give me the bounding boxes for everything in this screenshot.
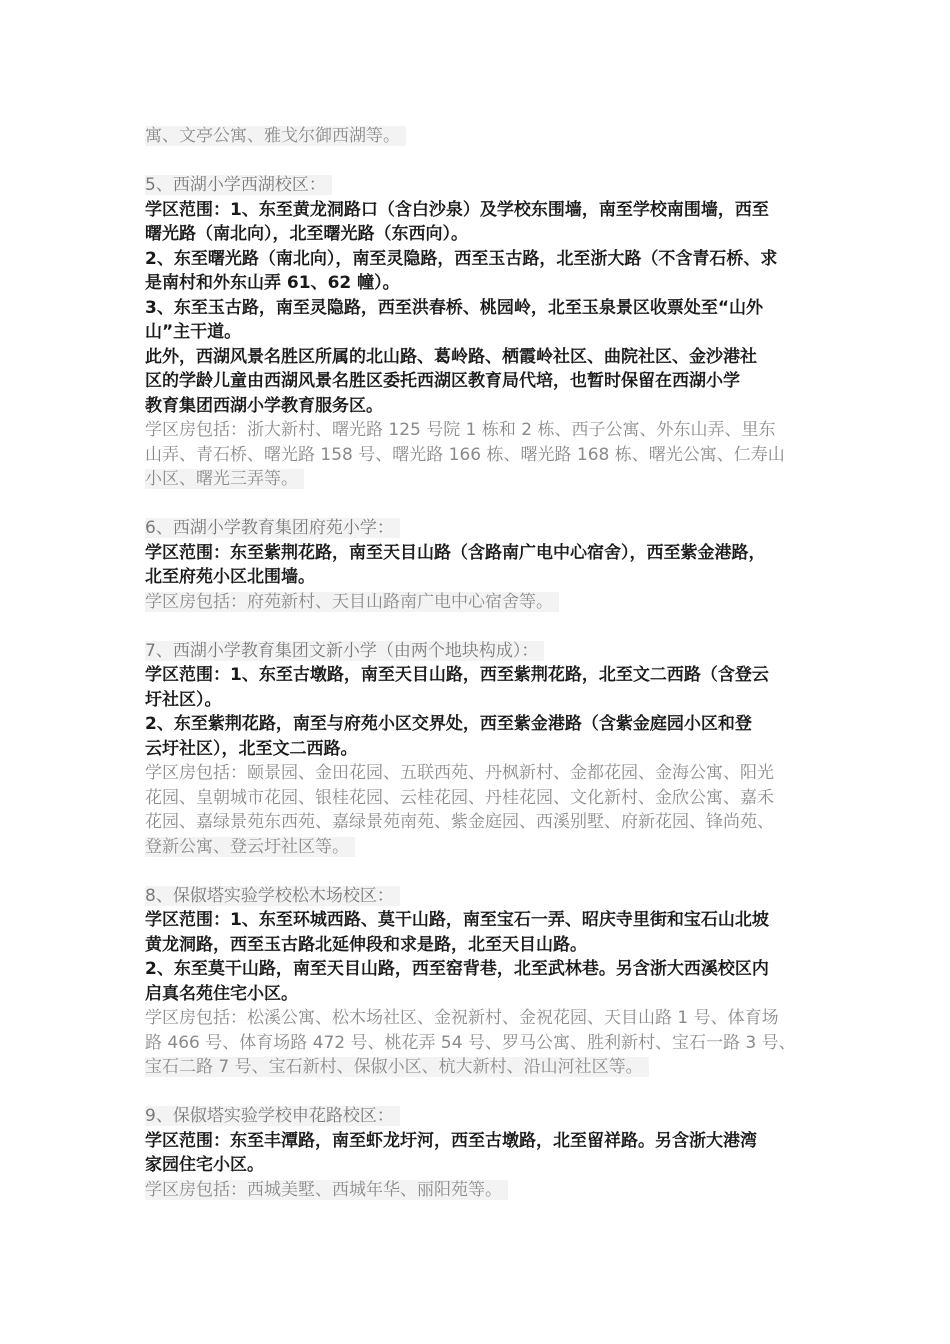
scope-line: 启真名苑住宅小区。 — [145, 983, 298, 1004]
scope-line: 云圩社区），北至文二西路。 — [145, 738, 358, 759]
section-6 — [145, 516, 815, 614]
scope-line: 北至府苑小区北围墙。 — [145, 567, 315, 587]
housing-line: 山弄、青石桥、曙光路 158 号、曙光路 166 栋、曙光路 168 栋、曙光公寓、仁寿山 — [145, 444, 785, 465]
scope-line: 3、东至玉古路，南至灵隐路，西至洪春桥、桃园岭，北至玉泉景区收票处至“山外 — [145, 297, 763, 318]
spacer — [145, 492, 815, 517]
scope-line: 圩社区）。 — [145, 689, 222, 710]
housing-line: 学区房包括：松溪公寓、松木场社区、金祝新村、金祝花园、天目山路 1 号、体育场 — [145, 1008, 779, 1028]
section-9 — [145, 1104, 815, 1202]
section-heading: 6、西湖小学教育集团府苑小学： — [145, 516, 815, 541]
scope-line: 此外，西湖风景名胜区所属的北山路、葛岭路、栖霞岭社区、曲院社区、金沙港社 — [145, 346, 757, 367]
scope-line: 山”主干道。 — [145, 322, 242, 342]
housing-line: 登新公寓、登云圩社区等。 — [145, 835, 815, 860]
scope-line: 是南村和外东山弄 61、62 幢）。 — [145, 273, 400, 293]
housing-line: 学区房包括：浙大新村、曙光路 125 号院 1 栋和 2 栋、西子公寓、外东山弄、里东 — [145, 420, 776, 440]
section-5 — [145, 173, 815, 492]
housing-line: 花园、嘉绿景苑东西苑、嘉绿景苑南苑、紫金庭园、西溪别墅、府新花园、锋尚苑、 — [145, 812, 774, 832]
section-heading: 9、保俶塔实验学校申花路校区： — [145, 1104, 815, 1129]
spacer — [145, 1080, 815, 1105]
scope-line: 学区范围：东至丰潭路，南至虾龙圩河，西至古墩路，北至留祥路。另含浙大港湾 — [145, 1130, 757, 1151]
housing-line: 学区房包括：颐景园、金田花园、五联西苑、丹枫新村、金都花园、金海公寓、阳光 — [145, 763, 774, 783]
spacer — [145, 149, 815, 174]
scope-line: 2、东至莫干山路，南至天目山路，西至窑背巷，北至武林巷。另含浙大西溪校区内 — [145, 959, 769, 979]
spacer — [145, 859, 815, 884]
scope-line: 学区范围：1、东至黄龙洞路口（含白沙泉）及学校东围墙，南至学校南围墙，西至 — [145, 199, 769, 220]
section-heading: 7、西湖小学教育集团文新小学（由两个地块构成）： — [145, 639, 815, 664]
scope-line: 学区范围：东至紫荆花路，南至天目山路（含路南广电中心宿舍），西至紫金港路， — [145, 542, 766, 563]
housing-line: 学区房包括：府苑新村、天目山路南广电中心宿舍等。 — [145, 590, 815, 615]
section-heading: 8、保俶塔实验学校松木场校区： — [145, 884, 815, 909]
housing-line: 小区、曙光三弄等。 — [145, 467, 815, 492]
housing-line: 学区房包括：西城美墅、西城年华、丽阳苑等。 — [145, 1178, 815, 1203]
scope-line: 教育集团西湖小学教育服务区。 — [145, 395, 383, 416]
scope-line: 2、东至曙光路（南北向），南至灵隐路，西至玉古路，北至浙大路（不含青石桥、求 — [145, 248, 778, 269]
section-7 — [145, 639, 815, 860]
scope-line: 家园住宅小区。 — [145, 1155, 264, 1175]
scope-line: 学区范围：1、东至环城西路、莫干山路，南至宝石一弄、昭庆寺里街和宝石山北坡 — [145, 910, 769, 930]
scope-line: 2、东至紫荆花路，南至与府苑小区交界处，西至紫金港路（含紫金庭园小区和登 — [145, 714, 752, 734]
housing-line: 路 466 号、体育场路 472 号、桃花弄 54 号、罗马公寓、胜利新村、宝石一路 3 号、 — [145, 1032, 796, 1053]
scope-line: 区的学龄儿童由西湖风景名胜区委托西湖区教育局代培，也暂时保留在西湖小学 — [145, 371, 740, 391]
section-8 — [145, 884, 815, 1080]
scope-line: 曙光路（南北向），北至曙光路（东西向）。 — [145, 224, 468, 244]
scope-line: 学区范围：1、东至古墩路，南至天目山路，西至紫荆花路，北至文二西路（含登云 — [145, 665, 769, 685]
spacer — [145, 614, 815, 639]
section-heading: 5、西湖小学西湖校区： — [145, 173, 815, 198]
housing-line: 花园、皇朝城市花园、银桂花园、云桂花园、丹桂花园、文化新村、金欣公寓、嘉禾 — [145, 787, 774, 808]
housing-line: 宝石二路 7 号、宝石新村、保俶小区、杭大新村、沿山河社区等。 — [145, 1055, 815, 1080]
scope-line: 黄龙洞路，西至玉古路北延伸段和求是路，北至天目山路。 — [145, 934, 587, 955]
document-page — [145, 124, 815, 1202]
intro-tail: 寓、文亭公寓、雅戈尔御西湖等。 — [145, 124, 815, 149]
